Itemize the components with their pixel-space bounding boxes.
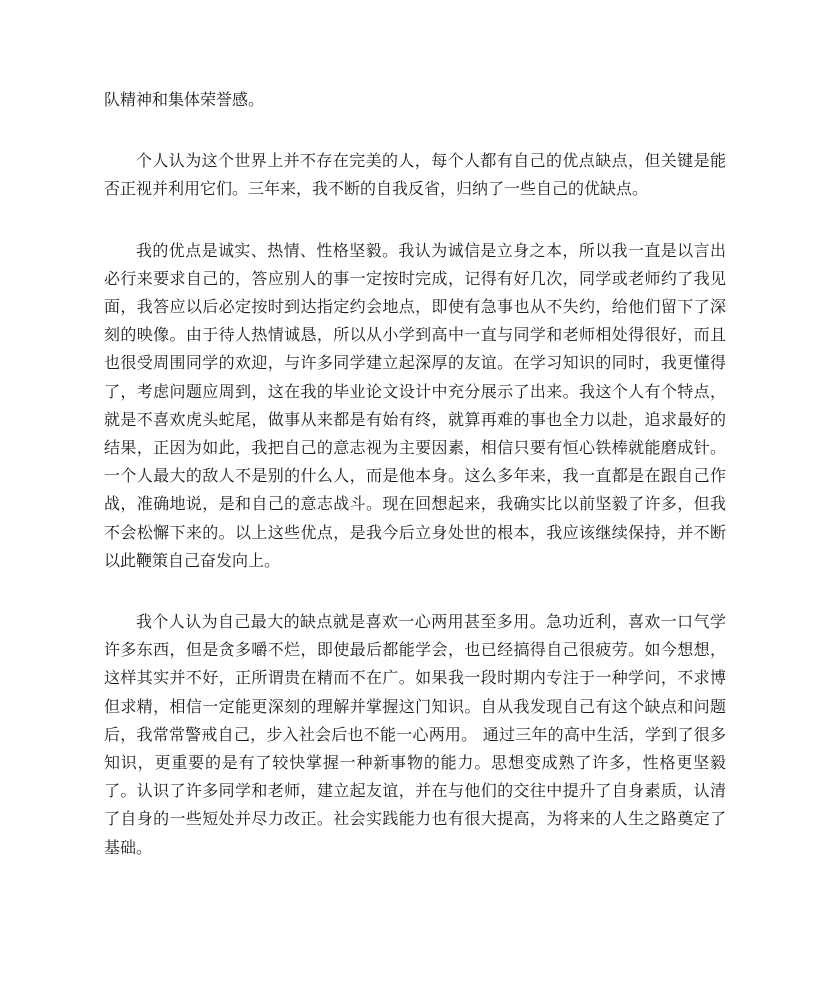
paragraph-continued: 队精神和集体荣誉感。	[104, 90, 265, 109]
paragraph-intro: 个人认为这个世界上并不存在完美的人，每个人都有自己的优点缺点，但关键是能否正视并利用它们。三年来，我不断的自我反省，归纳了一些自己的优缺点。	[104, 151, 726, 199]
document-body	[104, 86, 726, 862]
paragraph-weaknesses: 我个人认为自己最大的缺点就是喜欢一心两用甚至多用。急功近利，喜欢一口气学许多东西，但是贪多嚼不烂，即使最后都能学会，也已经搞得自己很疲劳。如今想想，这样其实并不好，正所谓贵在精而不在广。如果我一段时期内专注于一种学问，不求博但求精，相信一定能更深刻的理解并掌握这门知识。自从我发现自己有这个缺点和问题后，我常常警戒自己，步入社会后也不能一心两用。 通过三年的高中生活，学到了很多知识，更重要的是有了较快掌握一种新事物的能力。思想变成熟了许多，性格更坚毅了。认识了许多同学和老师，建立起友谊，并在与他们的交往中提升了自身素质，认清了自身的一些短处并尽力改正。社会实践能力也有很大提高，为将来的人生之路奠定了基础。	[104, 612, 726, 857]
paragraph-strengths: 我的优点是诚实、热情、性格坚毅。我认为诚信是立身之本，所以我一直是以言出必行来要求自己的，答应别人的事一定按时完成，记得有好几次，同学或老师约了我见面，我答应以后必定按时到达指定约会地点，即使有急事也从不失约，给他们留下了深刻的映像。由于待人热情诚恳，所以从小学到高中一直与同学和老师相处得很好，而且也很受周围同学的欢迎，与许多同学建立起深厚的友谊。在学习知识的同时，我更懂得了，考虑问题应周到，这在我的毕业论文设计中充分展示了出来。我这个人有个特点，就是不喜欢虎头蛇尾，做事从来都是有始有终，就算再难的事也全力以赴，追求最好的结果，正因为如此，我把自己的意志视为主要因素，相信只要有恒心铁棒就能磨成针。一个人最大的敌人不是别的什么人，而是他本身。这么多年来，我一直都是在跟自己作战，准确地说，是和自己的意志战斗。现在回想起来，我确实比以前坚毅了许多，但我不会松懈下来的。以上这些优点，是我今后立身处世的根本，我应该继续保持，并不断以此鞭策自己奋发向上。	[104, 240, 726, 570]
